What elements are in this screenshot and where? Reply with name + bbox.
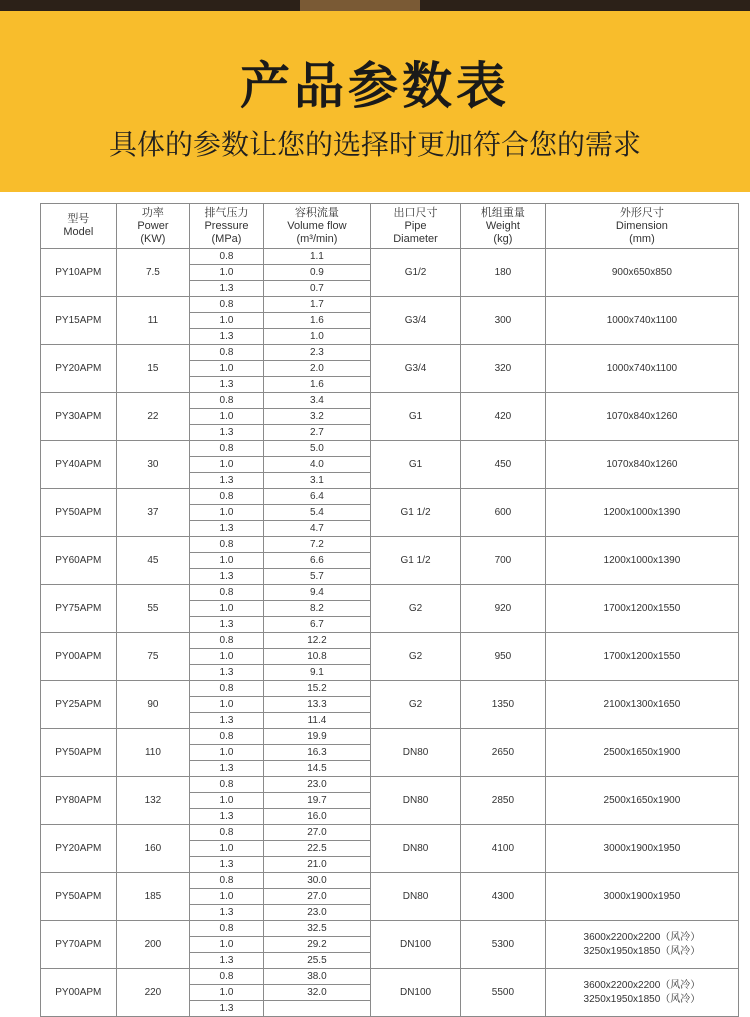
cell-power: 45 [116, 537, 190, 585]
cell-power: 75 [116, 633, 190, 681]
cell-dimension [545, 489, 738, 537]
cell-flow: 12.2 [263, 633, 370, 649]
cell-flow: 32.0 [263, 985, 370, 1001]
dimension-line: 1000x740x1100 [606, 314, 678, 326]
cell-pipe: G3/4 [371, 345, 461, 393]
cell-flow: 27.0 [263, 889, 370, 905]
cell-pipe: G1 1/2 [371, 537, 461, 585]
cell-pressure: 1.0 [190, 697, 264, 713]
cell-pressure: 1.3 [190, 473, 264, 489]
page-subtitle: 具体的参数让您的选择时更加符合您的需求 [108, 128, 641, 161]
cell-power: 132 [116, 777, 190, 825]
table-row [41, 633, 739, 649]
cell-dimension [545, 921, 738, 969]
cell-pressure: 1.3 [190, 905, 264, 921]
cell-model: PY50APM [41, 489, 117, 537]
cell-flow: 14.5 [263, 761, 370, 777]
cell-flow: 1.0 [263, 329, 370, 345]
dimension-line: 3000x1900x1950 [603, 890, 681, 902]
dimension-line: 2500x1650x1900 [603, 794, 681, 806]
cell-weight: 5300 [461, 921, 546, 969]
dimension-line: 1700x1200x1550 [603, 650, 681, 662]
header-line: Volume flow [287, 219, 347, 232]
cell-pressure: 1.0 [190, 745, 264, 761]
cell-power: 15 [116, 345, 190, 393]
cell-power: 160 [116, 825, 190, 873]
cell-flow: 1.7 [263, 297, 370, 313]
cell-flow: 10.8 [263, 649, 370, 665]
table-row [41, 777, 739, 793]
spec-table-container [40, 203, 740, 1017]
cell-power: 7.5 [116, 249, 190, 297]
cell-flow: 2.7 [263, 425, 370, 441]
dimension-line: 1000x740x1100 [606, 362, 678, 374]
cell-pressure: 0.8 [190, 297, 264, 313]
cell-pipe: G1 [371, 441, 461, 489]
cell-pressure: 1.0 [190, 505, 264, 521]
table-row [41, 921, 739, 937]
cell-flow: 1.6 [263, 377, 370, 393]
cell-flow: 19.9 [263, 729, 370, 745]
header-line: 出口尺寸 [393, 206, 438, 219]
dimension-line: 1070x840x1260 [606, 410, 678, 422]
table-row [41, 681, 739, 697]
cell-weight: 4100 [461, 825, 546, 873]
cell-pressure: 1.3 [190, 953, 264, 969]
cell-flow: 2.0 [263, 361, 370, 377]
header-line: (MPa) [211, 232, 242, 245]
cell-pressure: 1.3 [190, 521, 264, 537]
cell-pressure: 0.8 [190, 681, 264, 697]
dimension-line: 3600x2200x2200（风冷） [583, 979, 701, 991]
header-pipe [371, 204, 461, 249]
cell-pressure: 1.0 [190, 313, 264, 329]
cell-pressure: 0.8 [190, 441, 264, 457]
cell-flow: 25.5 [263, 953, 370, 969]
cell-model: PY80APM [41, 777, 117, 825]
cell-flow: 19.7 [263, 793, 370, 809]
cell-weight: 180 [461, 249, 546, 297]
header-line: (kg) [493, 232, 513, 245]
dimension-line: 900x650x850 [611, 266, 672, 278]
cell-weight: 5500 [461, 969, 546, 1017]
dimension-line: 1070x840x1260 [606, 458, 678, 470]
table-row [41, 537, 739, 553]
cell-flow: 9.4 [263, 585, 370, 601]
cell-weight: 700 [461, 537, 546, 585]
cell-pressure: 1.3 [190, 281, 264, 297]
table-row [41, 825, 739, 841]
header-line: Pressure [204, 219, 249, 232]
cell-flow: 23.0 [263, 777, 370, 793]
cell-flow: 5.4 [263, 505, 370, 521]
cell-pressure: 1.0 [190, 361, 264, 377]
cell-pressure: 1.0 [190, 601, 264, 617]
cell-pressure: 1.0 [190, 649, 264, 665]
cell-pipe: G2 [371, 585, 461, 633]
cell-flow: 16.3 [263, 745, 370, 761]
header-weight [461, 204, 546, 249]
cell-flow: 8.2 [263, 601, 370, 617]
cell-pressure: 1.3 [190, 617, 264, 633]
cell-dimension [545, 729, 738, 777]
cell-flow: 9.1 [263, 665, 370, 681]
cell-flow: 23.0 [263, 905, 370, 921]
cell-flow: 4.0 [263, 457, 370, 473]
header-line: Diameter [393, 232, 438, 245]
cell-pressure: 1.0 [190, 889, 264, 905]
cell-pressure: 1.3 [190, 665, 264, 681]
cell-pressure: 1.3 [190, 1001, 264, 1017]
cell-pressure: 1.3 [190, 425, 264, 441]
cell-flow: 6.7 [263, 617, 370, 633]
cell-dimension [545, 873, 738, 921]
dimension-line: 3250x1950x1850（风冷） [583, 993, 701, 1005]
cell-pressure: 1.3 [190, 377, 264, 393]
cell-pipe: DN80 [371, 873, 461, 921]
cell-pressure: 0.8 [190, 825, 264, 841]
cell-weight: 600 [461, 489, 546, 537]
cell-flow: 15.2 [263, 681, 370, 697]
header-line: 排气压力 [204, 206, 249, 219]
cell-pressure: 0.8 [190, 585, 264, 601]
cell-weight: 300 [461, 297, 546, 345]
cell-dimension [545, 681, 738, 729]
cell-pressure: 0.8 [190, 873, 264, 889]
cell-pressure: 1.3 [190, 329, 264, 345]
header-line: Power [137, 219, 169, 232]
header-flow [263, 204, 370, 249]
cell-dimension [545, 777, 738, 825]
cell-power: 55 [116, 585, 190, 633]
cell-flow: 5.7 [263, 569, 370, 585]
cell-pipe: DN100 [371, 921, 461, 969]
cell-weight: 2650 [461, 729, 546, 777]
cell-power: 90 [116, 681, 190, 729]
cell-pipe: DN80 [371, 777, 461, 825]
cell-power: 200 [116, 921, 190, 969]
cell-flow: 0.7 [263, 281, 370, 297]
cell-flow: 16.0 [263, 809, 370, 825]
cell-flow: 3.2 [263, 409, 370, 425]
header-line: 机组重量 [480, 206, 525, 219]
cell-flow: 2.3 [263, 345, 370, 361]
cell-pipe: DN80 [371, 825, 461, 873]
spec-table [40, 203, 739, 1017]
cell-model: PY00APM [41, 969, 117, 1017]
page-title: 产品参数表 [240, 57, 510, 115]
cell-model: PY70APM [41, 921, 117, 969]
cell-pressure: 0.8 [190, 729, 264, 745]
cell-flow: 4.7 [263, 521, 370, 537]
cell-flow: 13.3 [263, 697, 370, 713]
cell-dimension [545, 969, 738, 1017]
cell-flow [263, 1001, 370, 1017]
cell-model: PY60APM [41, 537, 117, 585]
cell-flow: 32.5 [263, 921, 370, 937]
table-row [41, 585, 739, 601]
cell-pressure: 1.3 [190, 857, 264, 873]
cell-flow: 3.4 [263, 393, 370, 409]
cell-model: PY25APM [41, 681, 117, 729]
table-row [41, 489, 739, 505]
cell-model: PY40APM [41, 441, 117, 489]
cell-dimension [545, 633, 738, 681]
cell-flow: 29.2 [263, 937, 370, 953]
cell-weight: 320 [461, 345, 546, 393]
cell-flow: 30.0 [263, 873, 370, 889]
header-line: Weight [485, 219, 520, 232]
cell-flow: 1.6 [263, 313, 370, 329]
cell-dimension [545, 537, 738, 585]
cell-pressure: 1.3 [190, 713, 264, 729]
cell-pressure: 0.8 [190, 537, 264, 553]
table-row [41, 729, 739, 745]
cell-model: PY15APM [41, 297, 117, 345]
cell-model: PY10APM [41, 249, 117, 297]
cell-dimension [545, 441, 738, 489]
table-row [41, 393, 739, 409]
cell-flow: 21.0 [263, 857, 370, 873]
dimension-line: 3000x1900x1950 [603, 842, 681, 854]
cell-model: PY75APM [41, 585, 117, 633]
header-power [116, 204, 190, 249]
table-row [41, 297, 739, 313]
cell-pipe: G1 [371, 393, 461, 441]
cell-pressure: 0.8 [190, 393, 264, 409]
header-line: (KW) [140, 232, 166, 245]
header-line: 功率 [141, 206, 164, 219]
header-line: (m³/min) [296, 232, 338, 245]
cell-pressure: 0.8 [190, 489, 264, 505]
cell-pipe: DN100 [371, 969, 461, 1017]
cell-pressure: 1.0 [190, 985, 264, 1001]
header-model [41, 204, 117, 249]
cell-power: 11 [116, 297, 190, 345]
cell-dimension [545, 297, 738, 345]
cell-flow: 22.5 [263, 841, 370, 857]
table-row [41, 345, 739, 361]
dimension-line: 3600x2200x2200（风冷） [583, 931, 701, 943]
cell-pressure: 1.0 [190, 841, 264, 857]
cell-flow: 3.1 [263, 473, 370, 489]
cell-pipe: G2 [371, 681, 461, 729]
cell-flow: 27.0 [263, 825, 370, 841]
cell-pressure: 1.0 [190, 457, 264, 473]
cell-pipe: DN80 [371, 729, 461, 777]
cell-flow: 5.0 [263, 441, 370, 457]
header-line: 外形尺寸 [619, 206, 664, 219]
cell-dimension [545, 345, 738, 393]
cell-pressure: 0.8 [190, 249, 264, 265]
table-row [41, 873, 739, 889]
dimension-line: 2500x1650x1900 [603, 746, 681, 758]
cell-model: PY50APM [41, 873, 117, 921]
dimension-line: 1700x1200x1550 [603, 602, 681, 614]
dimension-line: 1200x1000x1390 [603, 506, 681, 518]
cell-flow: 6.6 [263, 553, 370, 569]
dimension-line: 2100x1300x1650 [603, 698, 681, 710]
header-pressure [190, 204, 264, 249]
table-row [41, 249, 739, 265]
table-row [41, 969, 739, 985]
cell-weight: 420 [461, 393, 546, 441]
cell-pressure: 1.3 [190, 809, 264, 825]
cell-dimension [545, 393, 738, 441]
cell-pressure: 1.0 [190, 409, 264, 425]
cell-power: 110 [116, 729, 190, 777]
header-dimension [545, 204, 738, 249]
cell-pressure: 0.8 [190, 777, 264, 793]
cell-pipe: G2 [371, 633, 461, 681]
cell-flow: 6.4 [263, 489, 370, 505]
cell-weight: 920 [461, 585, 546, 633]
cell-dimension [545, 585, 738, 633]
cell-pipe: G3/4 [371, 297, 461, 345]
cell-pipe: G1/2 [371, 249, 461, 297]
cell-power: 30 [116, 441, 190, 489]
cell-weight: 950 [461, 633, 546, 681]
cell-pressure: 0.8 [190, 345, 264, 361]
cell-flow: 1.1 [263, 249, 370, 265]
cell-pressure: 0.8 [190, 921, 264, 937]
cell-dimension [545, 249, 738, 297]
cell-flow: 0.9 [263, 265, 370, 281]
cell-model: PY00APM [41, 633, 117, 681]
cell-flow: 7.2 [263, 537, 370, 553]
cell-power: 22 [116, 393, 190, 441]
header-line: 容积流量 [294, 206, 339, 219]
cell-model: PY50APM [41, 729, 117, 777]
table-row [41, 441, 739, 457]
cell-pressure: 1.0 [190, 793, 264, 809]
header-line: Dimension [615, 219, 668, 232]
top-photo-strip [0, 0, 750, 11]
cell-pressure: 1.0 [190, 553, 264, 569]
header-line: Model [63, 226, 94, 238]
cell-weight: 2850 [461, 777, 546, 825]
header-line: Pipe [404, 219, 427, 232]
cell-model: PY20APM [41, 825, 117, 873]
cell-pressure: 0.8 [190, 969, 264, 985]
cell-power: 37 [116, 489, 190, 537]
cell-pipe: G1 1/2 [371, 489, 461, 537]
cell-weight: 4300 [461, 873, 546, 921]
dimension-line: 1200x1000x1390 [603, 554, 681, 566]
cell-pressure: 0.8 [190, 633, 264, 649]
dimension-line: 3250x1950x1850（风冷） [583, 945, 701, 957]
table-body [41, 249, 739, 1017]
table-header-row [41, 204, 739, 249]
cell-model: PY30APM [41, 393, 117, 441]
cell-pressure: 1.3 [190, 569, 264, 585]
cell-power: 185 [116, 873, 190, 921]
cell-flow: 38.0 [263, 969, 370, 985]
header-line: 型号 [67, 213, 90, 225]
cell-weight: 1350 [461, 681, 546, 729]
cell-flow: 11.4 [263, 713, 370, 729]
cell-power: 220 [116, 969, 190, 1017]
cell-pressure: 1.0 [190, 937, 264, 953]
cell-dimension [545, 825, 738, 873]
cell-model: PY20APM [41, 345, 117, 393]
cell-pressure: 1.0 [190, 265, 264, 281]
header-line: (mm) [629, 232, 655, 245]
cell-pressure: 1.3 [190, 761, 264, 777]
cell-weight: 450 [461, 441, 546, 489]
